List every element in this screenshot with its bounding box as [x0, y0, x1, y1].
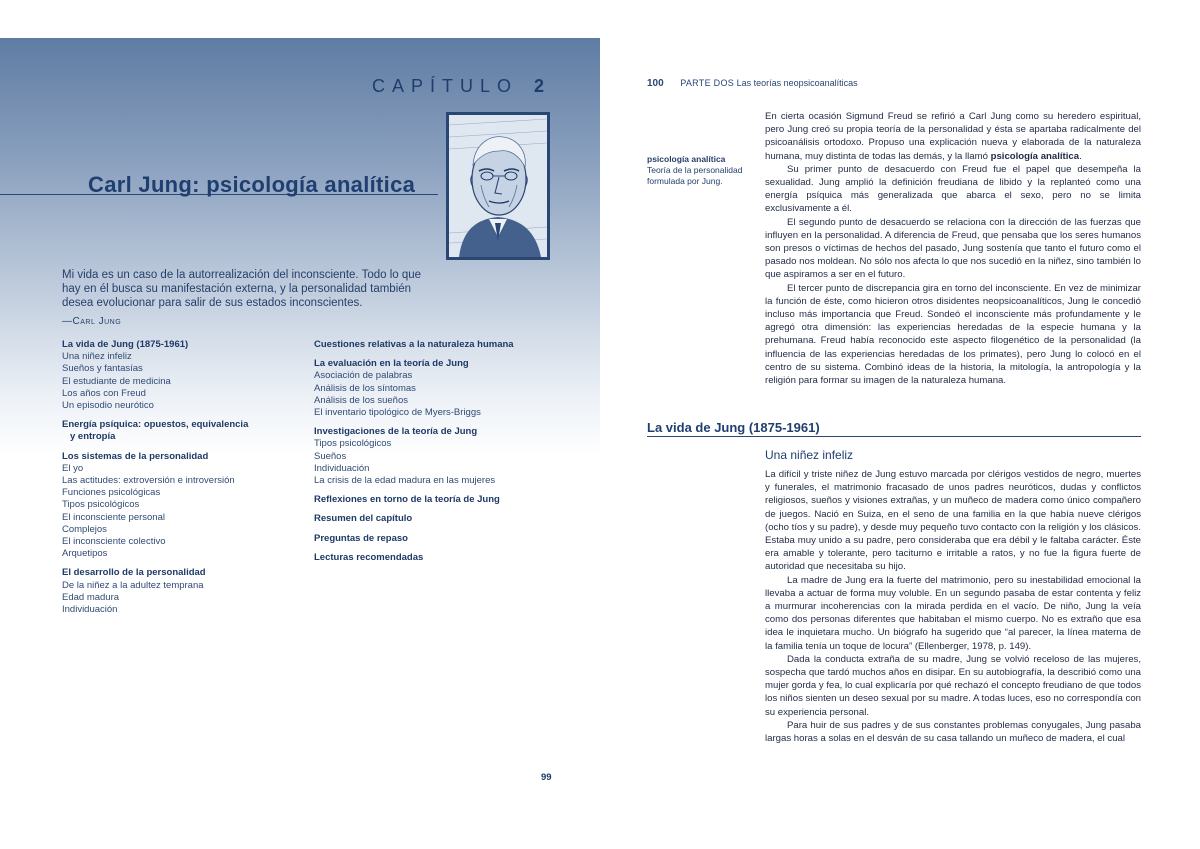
- paragraph: Su primer punto de desacuerdo con Freud fue el papel que desempeña la sexualidad. Jung amplió la definición freudiana de libido y la replanteó como una energía psíquica más generalizada que abarca el sexo, pero no se limita exclusivamente a él.: [765, 163, 1141, 215]
- part-title: Las teorías neopsicoanalíticas: [736, 78, 858, 88]
- section-heading: La vida de Jung (1875-1961): [647, 420, 1141, 437]
- paragraph: Para huir de sus padres y de sus constantes problemas conyugales, Jung pasaba largas horas a solas en el desván de su casa tallando un muñeco de madera, el cual: [765, 719, 1141, 745]
- outline-heading: Preguntas de repaso: [314, 532, 408, 544]
- outline-item: El yo: [62, 462, 84, 474]
- outline-heading: Reflexiones en torno de la teoría de Jung: [314, 494, 500, 506]
- outline-heading: Lecturas recomendadas: [314, 551, 424, 563]
- paragraph-text: En cierta ocasión Sigmund Freud se refirió a Carl Jung como su heredero espiritual, pero Jung creó su propia teoría de la personalidad y ésta se apartaba radicalmente del psicoanálisis ortodoxo. Propuso una explicación nueva y elaborada de la naturaleza humana, muy distinta de todas las demás, y la llamó: [765, 111, 1141, 162]
- inline-term: psicología analítica: [990, 150, 1080, 162]
- outline-item: Tipos psicológicos: [314, 438, 392, 450]
- outline-item: Las actitudes: extroversión e introversión: [62, 475, 235, 487]
- outline-item: Individuación: [314, 462, 370, 474]
- outline-item: Individuación: [62, 604, 118, 616]
- section-text-block: [765, 468, 1141, 745]
- outline-item: Funciones psicológicas: [62, 487, 161, 499]
- chapter-title: Carl Jung: psicología analítica: [88, 172, 416, 197]
- jung-portrait-illustration: [449, 115, 547, 257]
- paragraph: La madre de Jung era la fuerte del matrimonio, pero su inestabilidad emocional la llevaba a actuar de forma muy voluble. En un segundo pasaba de estar contenta y feliz a murmurar incoherencias con la mirada perdida en el vacío. De niño, Jung la veía como dos personas diferentes que habitaban el mismo cuerpo. No es extraño que esa idea le inquietara mucho. Un biógrafo ha sugerido que “al parecer, la línea materna de la familia tenía un toque de locura” (Ellenberger, 1978, p. 149).: [765, 574, 1141, 652]
- paragraph: Dada la conducta extraña de su madre, Jung se volvió receloso de las mujeres, sospecha que tardó muchos años en disipar. En su autobiografía, la describió como una mujer gorda y fea, lo cual explicaría por qué rechazó el concepto freudiano de que todos los niños sienten un deseo sexual por su madre. A todas luces, eso no correspondía con su experiencia personal.: [765, 653, 1141, 718]
- outline-heading-continuation: y entropía: [70, 431, 116, 443]
- chapter-word: CAPÍTULO: [372, 76, 519, 96]
- outline-item: Una niñez infeliz: [62, 351, 132, 363]
- outline-item: Análisis de los sueños: [314, 394, 408, 406]
- outline-heading: El desarrollo de la personalidad: [62, 567, 206, 579]
- outline-heading: La evaluación en la teoría de Jung: [314, 358, 469, 370]
- page-number-left: 99: [541, 772, 552, 783]
- page-number-right: 100: [647, 78, 664, 89]
- epigraph-author: —Carl Jung: [62, 316, 122, 327]
- paragraph: El segundo punto de desacuerdo se relaciona con la dirección de las fuerzas que influyen en la personalidad. A diferencia de Freud, que pensaba que los seres humanos son presos o víctimas de hechos del pasado, Jung sostenía que tanto el futuro como el pasado nos moldean. No sólo nos afecta lo que nos sucedió en la niñez, sino también lo que aspiramos a ser en el futuro.: [765, 216, 1141, 281]
- paragraph: La difícil y triste niñez de Jung estuvo marcada por clérigos vestidos de negro, muertes y funerales, el matrimonio fracasado de unos padres neuróticos, dudas y conflictos religiosos, sueños y visiones extrañas, y un muñeco de madera como único compañero de juegos. Nació en Suiza, en el seno de una familia en la que había nueve clérigos (ocho tíos y su padre), y desde muy pequeño tuvo contacto con la religión y los clásicos. Estaba muy unido a su padre, pero consideraba que era débil y le faltaba carácter. Éste era amable y tolerante, pero taciturno e irritable a ratos, y no fue la figura fuerte de autoridad que necesitaba su hijo.: [765, 469, 1141, 573]
- outline-heading: Investigaciones de la teoría de Jung: [314, 426, 478, 438]
- outline-item: El inconsciente colectivo: [62, 536, 166, 548]
- outline-heading: Resumen del capítulo: [314, 513, 413, 525]
- intro-text-block: [765, 110, 1141, 387]
- outline-item: La crisis de la edad madura en las mujeres: [314, 475, 496, 487]
- paragraph: El tercer punto de discrepancia gira en torno del inconsciente. En vez de minimizar la función de éste, como hicieron otros disidentes neopsicoanalíticos, Jung le concedió incluso más importancia que Freud. Sondeó el inconsciente más profundamente y le agregó otra dimensión: las experiencias heredadas de la especie humana y la prehumana. Freud había reconocido este aspecto filogenético de la personalidad (la influencia de las experiencias heredadas de los primates), pero Jung lo colocó en el centro de su sistema. Combinó ideas de la historia, la mitología, la antropología y la religión para formar su imagen de la naturaleza humana.: [765, 282, 1141, 387]
- outline-heading: Cuestiones relativas a la naturaleza humana: [314, 339, 514, 350]
- chapter-outline-column-1: [62, 339, 292, 616]
- paragraph-text: .: [1079, 150, 1082, 162]
- paragraph: [765, 110, 1141, 163]
- outline-item: Los años con Freud: [62, 387, 146, 399]
- outline-item: Sueños y fantasías: [62, 363, 143, 375]
- portrait-frame: [446, 112, 550, 260]
- outline-heading: Energía psíquica: opuestos, equivalencia: [62, 419, 249, 431]
- outline-heading: Los sistemas de la personalidad: [62, 450, 209, 462]
- outline-item: Complejos: [62, 523, 107, 535]
- outline-item: De la niñez a la adultez temprana: [62, 579, 204, 591]
- running-head: [647, 78, 858, 89]
- right-page: [600, 0, 1200, 849]
- outline-item: El estudiante de medicina: [62, 375, 171, 387]
- part-label: PARTE DOS: [680, 78, 735, 88]
- outline-item: El inconsciente personal: [62, 511, 165, 523]
- margin-glossary-note: [647, 154, 757, 187]
- chapter-outline-column-2: [314, 339, 574, 564]
- epigraph-quote: Mi vida es un caso de la autorrealización del inconsciente. Todo lo que hay en él busca su manifestación externa, y la personalidad también desea evolucionar para salir de sus estados inconscientes.: [62, 269, 422, 309]
- outline-item: Arquetipos: [62, 548, 108, 560]
- outline-heading: La vida de Jung (1875-1961): [62, 339, 189, 350]
- outline-item: Análisis de los síntomas: [314, 382, 416, 394]
- chapter-label: [372, 76, 544, 97]
- glossary-definition: Teoría de la personalidad formulada por Jung.: [647, 165, 743, 186]
- chapter-number: 2: [534, 76, 545, 96]
- outline-item: El inventario tipológico de Myers-Briggs: [314, 407, 481, 419]
- subsection-heading: Una niñez infeliz: [765, 448, 854, 462]
- outline-item: Un episodio neurótico: [62, 400, 154, 412]
- outline-item: Tipos psicológicos: [62, 499, 140, 511]
- outline-item: Edad madura: [62, 591, 120, 603]
- outline-item: Sueños: [314, 450, 347, 462]
- glossary-term: psicología analítica: [647, 154, 726, 164]
- outline-item: Asociación de palabras: [314, 370, 413, 382]
